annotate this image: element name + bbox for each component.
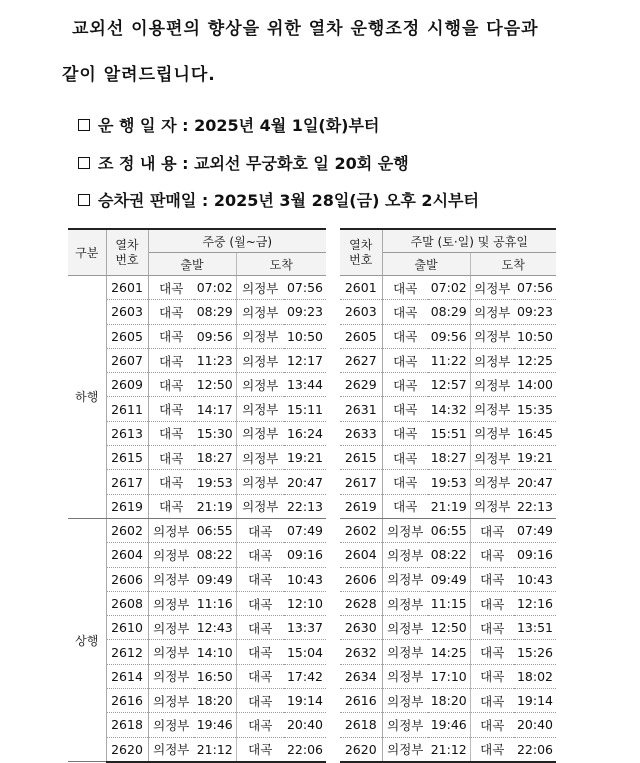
arrive-time: 16:45 <box>514 421 556 445</box>
arrive-station: 대곡 <box>470 616 514 640</box>
bullet-operation-date <box>78 113 379 136</box>
depart-station: 의정부 <box>148 567 194 591</box>
depart-time: 18:27 <box>428 446 470 470</box>
arrive-station: 의정부 <box>236 494 284 518</box>
arrive-time: 15:04 <box>284 640 326 664</box>
arrive-station: 의정부 <box>470 300 514 324</box>
table-row <box>68 713 326 737</box>
depart-time: 21:19 <box>194 494 236 518</box>
arrive-time: 15:35 <box>514 397 556 421</box>
arrive-time: 10:43 <box>284 567 326 591</box>
table-row <box>340 591 556 615</box>
arrive-time: 12:25 <box>514 348 556 372</box>
depart-time: 19:53 <box>428 470 470 494</box>
depart-station: 의정부 <box>382 543 428 567</box>
header-division: 구분 <box>68 229 106 276</box>
depart-time: 19:46 <box>428 713 470 737</box>
arrive-time: 09:16 <box>514 543 556 567</box>
table-row <box>340 737 556 762</box>
depart-station: 의정부 <box>148 616 194 640</box>
table-row <box>340 689 556 713</box>
depart-time: 12:43 <box>194 616 236 640</box>
table-row <box>340 421 556 445</box>
train-number: 2605 <box>340 324 382 348</box>
depart-station: 대곡 <box>148 324 194 348</box>
arrive-time: 15:11 <box>284 397 326 421</box>
arrive-time: 07:49 <box>284 518 326 542</box>
train-number: 2618 <box>340 713 382 737</box>
checkbox-bullet-icon <box>78 157 90 169</box>
table-row <box>340 640 556 664</box>
bullet-label: 조 정 내 용 <box>98 154 177 173</box>
train-number: 2618 <box>106 713 148 737</box>
arrive-station: 대곡 <box>470 591 514 615</box>
arrive-time: 20:47 <box>514 470 556 494</box>
table-row <box>340 276 556 300</box>
depart-time: 21:12 <box>194 737 236 762</box>
arrive-time: 22:06 <box>284 737 326 762</box>
train-number: 2604 <box>340 543 382 567</box>
table-row <box>340 616 556 640</box>
depart-time: 11:16 <box>194 591 236 615</box>
train-number: 2620 <box>106 737 148 762</box>
bullet-label: 승차권 판매일 <box>98 191 197 210</box>
depart-time: 15:30 <box>194 421 236 445</box>
arrive-station: 대곡 <box>236 664 284 688</box>
arrive-station: 대곡 <box>470 664 514 688</box>
depart-station: 대곡 <box>148 421 194 445</box>
arrive-time: 15:26 <box>514 640 556 664</box>
table-row <box>68 518 326 542</box>
table-row <box>68 664 326 688</box>
header-depart: 출발 <box>148 253 236 276</box>
train-number: 2634 <box>340 664 382 688</box>
depart-station: 의정부 <box>382 518 428 542</box>
arrive-time: 14:00 <box>514 373 556 397</box>
arrive-time: 20:40 <box>284 713 326 737</box>
arrive-station: 대곡 <box>236 567 284 591</box>
depart-time: 19:46 <box>194 713 236 737</box>
direction-up: 상행 <box>68 518 106 761</box>
arrive-station: 대곡 <box>470 640 514 664</box>
arrive-time: 20:47 <box>284 470 326 494</box>
arrive-time: 13:51 <box>514 616 556 640</box>
train-number: 2608 <box>106 591 148 615</box>
bullet-adjustment <box>78 151 409 174</box>
depart-station: 대곡 <box>148 446 194 470</box>
depart-station: 의정부 <box>382 689 428 713</box>
arrive-station: 대곡 <box>470 737 514 762</box>
depart-time: 08:22 <box>428 543 470 567</box>
arrive-time: 10:50 <box>284 324 326 348</box>
bullet-value: : 교외선 무궁화호 일 20회 운행 <box>182 154 409 173</box>
arrive-station: 대곡 <box>470 567 514 591</box>
table-row <box>68 567 326 591</box>
arrive-time: 09:23 <box>284 300 326 324</box>
depart-station: 대곡 <box>148 397 194 421</box>
train-number: 2632 <box>340 640 382 664</box>
train-number: 2617 <box>340 470 382 494</box>
depart-station: 의정부 <box>148 640 194 664</box>
arrive-station: 의정부 <box>470 348 514 372</box>
depart-station: 대곡 <box>148 470 194 494</box>
arrive-time: 09:23 <box>514 300 556 324</box>
depart-station: 대곡 <box>382 276 428 300</box>
bullet-value: : 2025년 3월 28일(금) 오후 2시부터 <box>201 191 479 210</box>
arrive-station: 대곡 <box>236 518 284 542</box>
arrive-station: 의정부 <box>236 397 284 421</box>
depart-time: 09:56 <box>194 324 236 348</box>
table-row <box>340 567 556 591</box>
depart-station: 의정부 <box>148 591 194 615</box>
arrive-station: 대곡 <box>470 543 514 567</box>
depart-time: 18:20 <box>194 689 236 713</box>
depart-station: 의정부 <box>382 640 428 664</box>
train-number: 2631 <box>340 397 382 421</box>
train-number: 2601 <box>340 276 382 300</box>
depart-station: 의정부 <box>382 664 428 688</box>
train-number: 2617 <box>106 470 148 494</box>
table-row <box>68 640 326 664</box>
arrive-station: 대곡 <box>470 689 514 713</box>
train-number: 2613 <box>106 421 148 445</box>
depart-time: 11:15 <box>428 591 470 615</box>
depart-station: 대곡 <box>148 494 194 518</box>
bullet-value: : 2025년 4월 1일(화)부터 <box>182 116 380 135</box>
depart-station: 대곡 <box>148 373 194 397</box>
depart-station: 의정부 <box>382 713 428 737</box>
header-arrive: 도착 <box>236 253 326 276</box>
depart-time: 18:27 <box>194 446 236 470</box>
arrive-time: 22:06 <box>514 737 556 762</box>
train-number: 2606 <box>106 567 148 591</box>
depart-station: 의정부 <box>382 567 428 591</box>
arrive-station: 의정부 <box>236 324 284 348</box>
train-number: 2607 <box>106 348 148 372</box>
arrive-station: 의정부 <box>470 373 514 397</box>
depart-time: 11:23 <box>194 348 236 372</box>
depart-station: 대곡 <box>382 494 428 518</box>
depart-time: 18:20 <box>428 689 470 713</box>
table-row <box>68 616 326 640</box>
arrive-time: 20:40 <box>514 713 556 737</box>
checkbox-bullet-icon <box>78 194 90 206</box>
arrive-time: 12:16 <box>514 591 556 615</box>
train-number: 2604 <box>106 543 148 567</box>
depart-time: 09:49 <box>194 567 236 591</box>
table-row <box>68 446 326 470</box>
depart-time: 12:57 <box>428 373 470 397</box>
arrive-time: 07:56 <box>514 276 556 300</box>
table-row <box>68 373 326 397</box>
arrive-time: 10:50 <box>514 324 556 348</box>
train-number: 2614 <box>106 664 148 688</box>
depart-time: 08:22 <box>194 543 236 567</box>
table-row <box>340 324 556 348</box>
table-row <box>68 300 326 324</box>
train-number: 2602 <box>340 518 382 542</box>
arrive-time: 19:14 <box>514 689 556 713</box>
depart-station: 대곡 <box>148 300 194 324</box>
arrive-station: 의정부 <box>470 446 514 470</box>
header-train-no: 열차 번호 <box>106 229 148 276</box>
depart-time: 21:19 <box>428 494 470 518</box>
depart-time: 19:53 <box>194 470 236 494</box>
table-row <box>340 348 556 372</box>
header-arrive: 도착 <box>470 253 556 276</box>
arrive-station: 대곡 <box>236 640 284 664</box>
intro-line-2: 같이 알려드립니다. <box>62 65 216 85</box>
table-row <box>340 664 556 688</box>
table-row <box>68 348 326 372</box>
train-number: 2603 <box>340 300 382 324</box>
intro-line-1: 교외선 이용편의 향상을 위한 열차 운행조정 시행을 다음과 <box>72 19 539 39</box>
arrive-station: 대곡 <box>236 689 284 713</box>
depart-station: 대곡 <box>382 300 428 324</box>
header-depart: 출발 <box>382 253 470 276</box>
table-row <box>340 543 556 567</box>
depart-station: 의정부 <box>148 543 194 567</box>
arrive-station: 대곡 <box>236 616 284 640</box>
train-number: 2609 <box>106 373 148 397</box>
arrive-station: 대곡 <box>236 591 284 615</box>
depart-station: 대곡 <box>148 276 194 300</box>
depart-time: 17:10 <box>428 664 470 688</box>
arrive-station: 대곡 <box>236 543 284 567</box>
arrive-time: 22:13 <box>514 494 556 518</box>
depart-time: 16:50 <box>194 664 236 688</box>
depart-station: 의정부 <box>148 518 194 542</box>
table-row <box>340 518 556 542</box>
train-number: 2633 <box>340 421 382 445</box>
depart-time: 21:12 <box>428 737 470 762</box>
arrive-station: 대곡 <box>236 713 284 737</box>
depart-time: 07:02 <box>428 276 470 300</box>
table-row <box>68 324 326 348</box>
depart-station: 의정부 <box>148 689 194 713</box>
train-number: 2605 <box>106 324 148 348</box>
table-row <box>340 713 556 737</box>
train-number: 2627 <box>340 348 382 372</box>
table-row <box>340 494 556 518</box>
weekend-timetable <box>340 228 556 763</box>
depart-time: 12:50 <box>194 373 236 397</box>
table-row <box>340 397 556 421</box>
table-row <box>340 300 556 324</box>
train-number: 2619 <box>106 494 148 518</box>
depart-time: 11:22 <box>428 348 470 372</box>
depart-station: 대곡 <box>382 348 428 372</box>
depart-time: 14:32 <box>428 397 470 421</box>
arrive-station: 의정부 <box>236 373 284 397</box>
arrive-station: 의정부 <box>236 421 284 445</box>
header-train-no: 열차 번호 <box>340 229 382 276</box>
arrive-station: 의정부 <box>236 300 284 324</box>
table-row <box>68 591 326 615</box>
table-row <box>68 494 326 518</box>
train-number: 2616 <box>340 689 382 713</box>
train-number: 2615 <box>340 446 382 470</box>
bullet-label: 운 행 일 자 <box>98 116 177 135</box>
arrive-station: 대곡 <box>470 518 514 542</box>
arrive-station: 대곡 <box>470 713 514 737</box>
depart-station: 대곡 <box>382 470 428 494</box>
table-row <box>340 373 556 397</box>
depart-station: 의정부 <box>382 616 428 640</box>
arrive-station: 의정부 <box>236 446 284 470</box>
table-row <box>68 543 326 567</box>
depart-time: 09:56 <box>428 324 470 348</box>
arrive-time: 18:02 <box>514 664 556 688</box>
depart-time: 09:49 <box>428 567 470 591</box>
arrive-time: 07:56 <box>284 276 326 300</box>
train-number: 2629 <box>340 373 382 397</box>
depart-time: 14:25 <box>428 640 470 664</box>
train-number: 2615 <box>106 446 148 470</box>
depart-station: 의정부 <box>148 737 194 762</box>
depart-station: 대곡 <box>382 397 428 421</box>
arrive-time: 09:16 <box>284 543 326 567</box>
bullet-ticket-sale <box>78 188 479 211</box>
arrive-time: 12:10 <box>284 591 326 615</box>
arrive-time: 13:44 <box>284 373 326 397</box>
arrive-time: 22:13 <box>284 494 326 518</box>
train-number: 2610 <box>106 616 148 640</box>
train-number: 2611 <box>106 397 148 421</box>
depart-station: 대곡 <box>382 446 428 470</box>
table-row <box>68 276 326 300</box>
train-number: 2616 <box>106 689 148 713</box>
arrive-time: 17:42 <box>284 664 326 688</box>
train-number: 2601 <box>106 276 148 300</box>
table-row <box>68 470 326 494</box>
table-row <box>68 689 326 713</box>
train-number: 2612 <box>106 640 148 664</box>
depart-station: 의정부 <box>382 591 428 615</box>
depart-time: 14:17 <box>194 397 236 421</box>
depart-time: 12:50 <box>428 616 470 640</box>
train-number: 2620 <box>340 737 382 762</box>
table-row <box>68 397 326 421</box>
depart-time: 15:51 <box>428 421 470 445</box>
arrive-time: 07:49 <box>514 518 556 542</box>
arrive-station: 대곡 <box>236 737 284 762</box>
arrive-station: 의정부 <box>470 324 514 348</box>
train-number: 2602 <box>106 518 148 542</box>
depart-time: 07:02 <box>194 276 236 300</box>
arrive-time: 13:37 <box>284 616 326 640</box>
arrive-time: 10:43 <box>514 567 556 591</box>
checkbox-bullet-icon <box>78 119 90 131</box>
depart-station: 대곡 <box>382 324 428 348</box>
arrive-time: 19:21 <box>284 446 326 470</box>
train-number: 2630 <box>340 616 382 640</box>
depart-time: 06:55 <box>428 518 470 542</box>
arrive-time: 16:24 <box>284 421 326 445</box>
train-number: 2603 <box>106 300 148 324</box>
depart-station: 의정부 <box>148 713 194 737</box>
arrive-station: 의정부 <box>470 470 514 494</box>
table-row <box>340 470 556 494</box>
header-weekday: 주중 (월~금) <box>148 229 326 253</box>
arrive-station: 의정부 <box>236 276 284 300</box>
depart-station: 의정부 <box>382 737 428 762</box>
depart-station: 대곡 <box>148 348 194 372</box>
depart-station: 대곡 <box>382 421 428 445</box>
depart-station: 의정부 <box>148 664 194 688</box>
arrive-time: 19:21 <box>514 446 556 470</box>
arrive-station: 의정부 <box>470 276 514 300</box>
train-number: 2619 <box>340 494 382 518</box>
depart-time: 08:29 <box>428 300 470 324</box>
arrive-station: 의정부 <box>470 421 514 445</box>
direction-down: 하행 <box>68 276 106 519</box>
arrive-station: 의정부 <box>470 494 514 518</box>
depart-time: 06:55 <box>194 518 236 542</box>
arrive-time: 12:17 <box>284 348 326 372</box>
train-number: 2606 <box>340 567 382 591</box>
arrive-time: 19:14 <box>284 689 326 713</box>
arrive-station: 의정부 <box>470 397 514 421</box>
arrive-station: 의정부 <box>236 348 284 372</box>
depart-station: 대곡 <box>382 373 428 397</box>
arrive-station: 의정부 <box>236 470 284 494</box>
train-number: 2628 <box>340 591 382 615</box>
header-weekend: 주말 (토·일) 및 공휴일 <box>382 229 556 253</box>
weekday-timetable <box>68 228 326 763</box>
table-row <box>68 421 326 445</box>
depart-time: 08:29 <box>194 300 236 324</box>
table-row <box>340 446 556 470</box>
table-row <box>68 737 326 762</box>
depart-time: 14:10 <box>194 640 236 664</box>
